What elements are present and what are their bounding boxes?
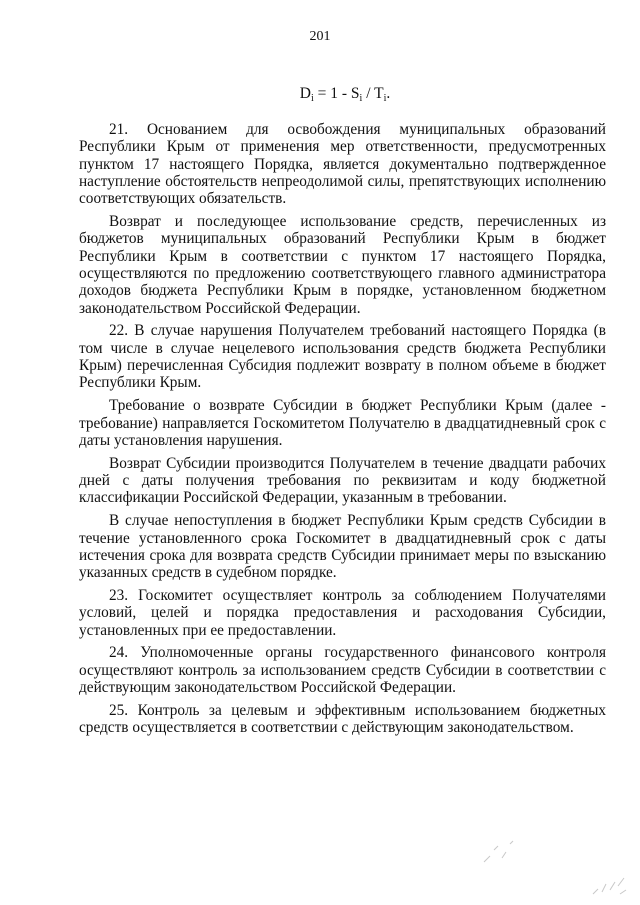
document-body: [79, 121, 606, 742]
formula-d: D: [299, 85, 311, 102]
paragraph-21-return: Возврат и последующее использование средств, перечисленных из бюджетов муниципальных образований Республики Крым в бюджет Республики Крым в соответствии с пунктом 17 настоящего Порядка, осуществляются по предложению соответствующего главного администратора доходов бюджета Республики Крым в порядке, установленном бюджетном законодательством Российской Федерации.: [79, 213, 606, 317]
formula-end: .: [386, 85, 391, 102]
formula-slash: / T: [362, 85, 384, 102]
formula-subscript: i: [359, 93, 363, 104]
formula-middle: = 1 - S: [313, 85, 360, 102]
paragraph-21: 21. Основанием для освобождения муниципальных образований Республики Крым от применения мер ответственности, предусмотренных пунктом 17 настоящего Порядка, является документально подтвержденное наступление обстоятельств непреодолимой силы, препятствующих исполнению соответствующих обязательств.: [79, 121, 606, 208]
scan-speck-mark: [480, 838, 520, 868]
paragraph-22: 22. В случае нарушения Получателем требований настоящего Порядка (в том числе в случае нецелевого использования средств бюджета Республики Крым) перечисленная Субсидия подлежит возврату в полном объеме в бюджет Республики Крым.: [79, 322, 606, 392]
paragraph-22-refund: Возврат Субсидии производится Получателем в течение двадцати рабочих дней с даты получения требования по реквизитам и коду бюджетной классификации Российской Федерации, указанным в требовании.: [79, 454, 606, 507]
paragraph-22-requirement: Требование о возврате Субсидии в бюджет Республики Крым (далее - требование) направляется Госкомитетом Получателю в двадцатидневный срок с даты установления нарушения.: [79, 397, 606, 449]
paragraph-24: 24. Уполномоченные органы государственного финансового контроля осуществляют контроль за использованием средств Субсидии в соответствии с действующим законодательством Российской Федерации.: [79, 644, 606, 697]
scan-speck-mark: [590, 872, 630, 900]
paragraph-23: 23. Госкомитет осуществляет контроль за соблюдением Получателями условий, целей и порядка предоставления и расходования Субсидии, установленных при ее предоставлении.: [79, 586, 606, 639]
paragraph-22-court: В случае непоступления в бюджет Республики Крым средств Субсидии в течение установленного срока Госкомитет в двадцатидневный срок с даты истечения срока для возврата средств Субсидии принимает меры по взысканию указанных средств в судебном порядке.: [79, 512, 606, 582]
formula-subscript: i: [383, 93, 387, 104]
formula-subscript: i: [310, 93, 314, 104]
paragraph-25: 25. Контроль за целевым и эффективным использованием бюджетных средств осуществляется в соответствии с действующим законодательством.: [79, 701, 606, 737]
formula: [0, 84, 640, 104]
page-number: 201: [309, 29, 331, 44]
